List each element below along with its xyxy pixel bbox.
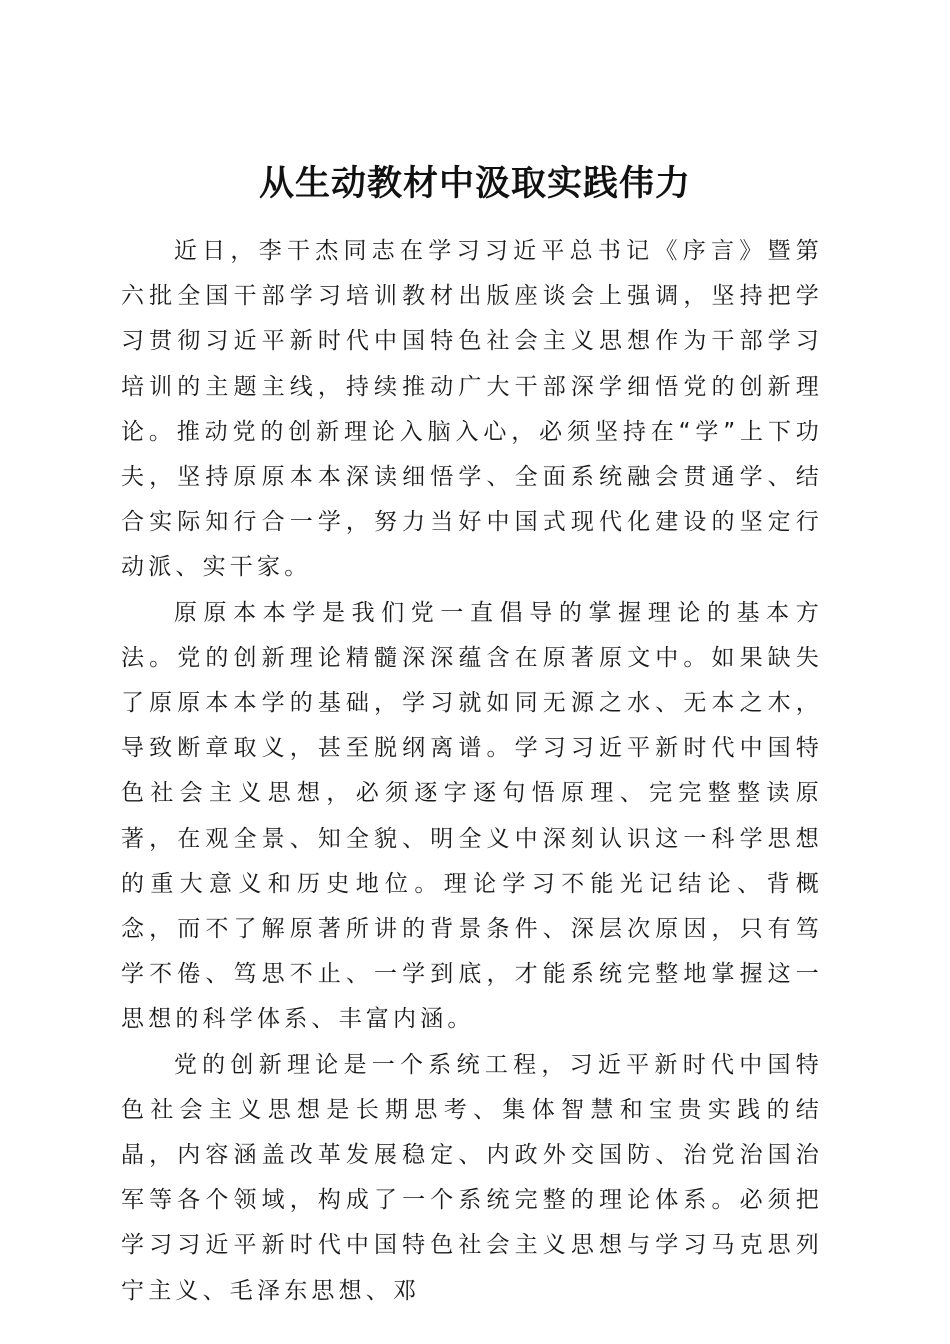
paragraph: 原原本本学是我们党一直倡导的掌握理论的基本方法。党的创新理论精髓深深蕴含在原著原文中。如果缺失了原原本本学的基础，学习就如同无源之水、无本之木，导致断章取义，甚至脱纲离谱。学习习近平新时代中国特色社会主义思想，必须逐字逐句悟原理、完完整整读原著，在观全景、知全貌、明全义中深刻认识这一科学思想的重大意义和历史地位。理论学习不能光记结论、背概念，而不了解原著所讲的背景条件、深层次原因，只有笃学不倦、笃思不止、一学到底，才能系统完整地掌握这一思想的科学体系、丰富内涵。	[121, 599, 823, 1033]
paragraph: 近日，李干杰同志在学习习近平总书记《序言》暨第六批全国干部学习培训教材出版座谈会上强调，坚持把学习贯彻习近平新时代中国特色社会主义思想作为干部学习培训的主题主线，持续推动广大干部深学细悟党的创新理论。推动党的创新理论入脑入心，必须坚持在“学”上下功夫，坚持原原本本深读细悟学、全面系统融会贯通学、结合实际知行合一学，努力当好中国式现代化建设的坚定行动派、实干家。	[121, 238, 823, 581]
document-body	[121, 229, 823, 1314]
document-title: 从生动教材中汲取实践伟力	[258, 163, 691, 205]
paragraph: 党的创新理论是一个系统工程，习近平新时代中国特色社会主义思想是长期思考、集体智慧和宝贵实践的结晶，内容涵盖改革发展稳定、内政外交国防、治党治国治军等各个领域，构成了一个系统完整的理论体系。必须把学习习近平新时代中国特色社会主义思想与学习马克思列宁主义、毛泽东思想、邓	[121, 1051, 823, 1304]
